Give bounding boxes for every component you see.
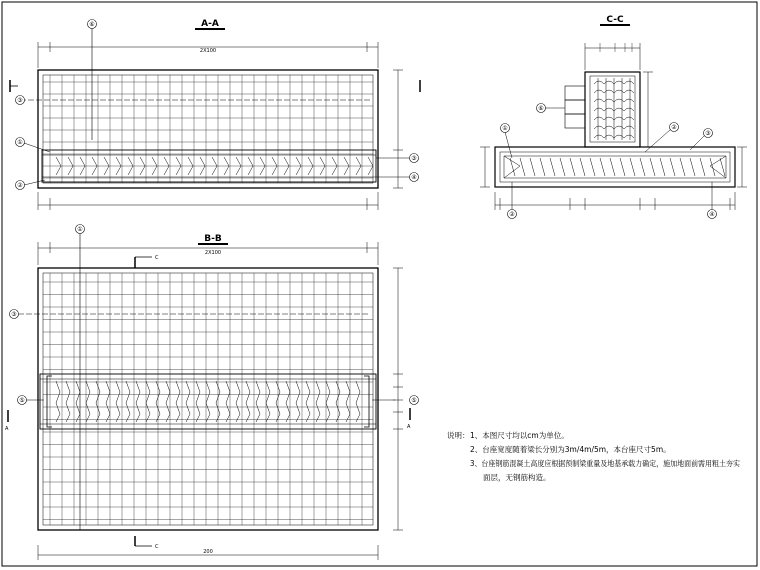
section-mark-c-bottom: C xyxy=(155,544,159,550)
view-bb xyxy=(5,225,419,561)
section-mark-c-top: C xyxy=(155,255,159,261)
view-bb-title: B-B xyxy=(204,234,222,244)
note-line-3: 3、台座钢筋混凝土高度应根据预制梁重量及地基承载力确定，施加地面前需用粗土夯实 xyxy=(470,459,760,468)
view-bb-total-dim: 2X100 xyxy=(204,250,222,256)
view-aa-callout-3-right xyxy=(376,154,419,163)
svg-text:②: ② xyxy=(671,124,677,131)
view-bb-callout-3 xyxy=(10,310,19,319)
view-bb-callout-5-left xyxy=(18,396,27,405)
svg-text:③: ③ xyxy=(705,130,711,137)
view-aa-callout-4-right xyxy=(376,173,419,182)
notes-title: 说明： xyxy=(447,431,470,440)
svg-text:③: ③ xyxy=(17,97,23,104)
view-aa-callout-3 xyxy=(16,96,25,105)
view-aa-title: A-A xyxy=(201,19,219,29)
section-mark-a-right: A xyxy=(407,424,411,430)
view-bb-beam-band xyxy=(40,374,376,429)
view-cc-callout-6 xyxy=(537,104,561,113)
view-bb-callout-1 xyxy=(76,225,85,234)
svg-text:⑤: ⑤ xyxy=(19,397,25,404)
view-aa-rebar-mesh xyxy=(43,75,373,183)
svg-text:④: ④ xyxy=(411,174,417,181)
view-cc-title: C-C xyxy=(606,15,624,25)
view-cc xyxy=(480,15,747,219)
svg-text:⑥: ⑥ xyxy=(538,105,544,112)
svg-text:⑥: ⑥ xyxy=(89,21,95,28)
view-bb-rebar-mesh xyxy=(43,273,373,525)
svg-text:①: ① xyxy=(77,226,83,233)
svg-text:①: ① xyxy=(502,125,508,132)
note-line-4: 面层，无钢筋构造。 xyxy=(483,473,551,482)
note-line-1: 1、本图尺寸均以cm为单位。 xyxy=(470,431,569,440)
notes-block xyxy=(447,430,760,483)
view-cc-slab xyxy=(495,147,735,187)
view-bb-callout-5-right xyxy=(410,396,419,405)
svg-text:⑤: ⑤ xyxy=(411,397,417,404)
view-bb-bottom-dim: 200 xyxy=(203,549,213,555)
note-line-2: 2、台座宽度随着梁长分别为3m/4m/5m，本台座尺寸5m。 xyxy=(470,445,671,454)
view-bb-slab xyxy=(38,268,378,530)
view-aa-total-dim: 2X100 xyxy=(199,48,217,54)
svg-text:③: ③ xyxy=(11,311,17,318)
svg-text:②: ② xyxy=(17,182,23,189)
section-mark-a-left: A xyxy=(5,426,9,432)
view-aa xyxy=(10,19,420,210)
view-aa-slab xyxy=(38,70,378,188)
svg-text:③: ③ xyxy=(411,155,417,162)
view-cc-callout-1 xyxy=(501,124,513,159)
svg-text:①: ① xyxy=(17,139,23,146)
svg-text:④: ④ xyxy=(709,211,715,218)
svg-text:②: ② xyxy=(509,211,515,218)
view-aa-callout-6 xyxy=(88,20,97,29)
sheet-border xyxy=(2,2,760,566)
